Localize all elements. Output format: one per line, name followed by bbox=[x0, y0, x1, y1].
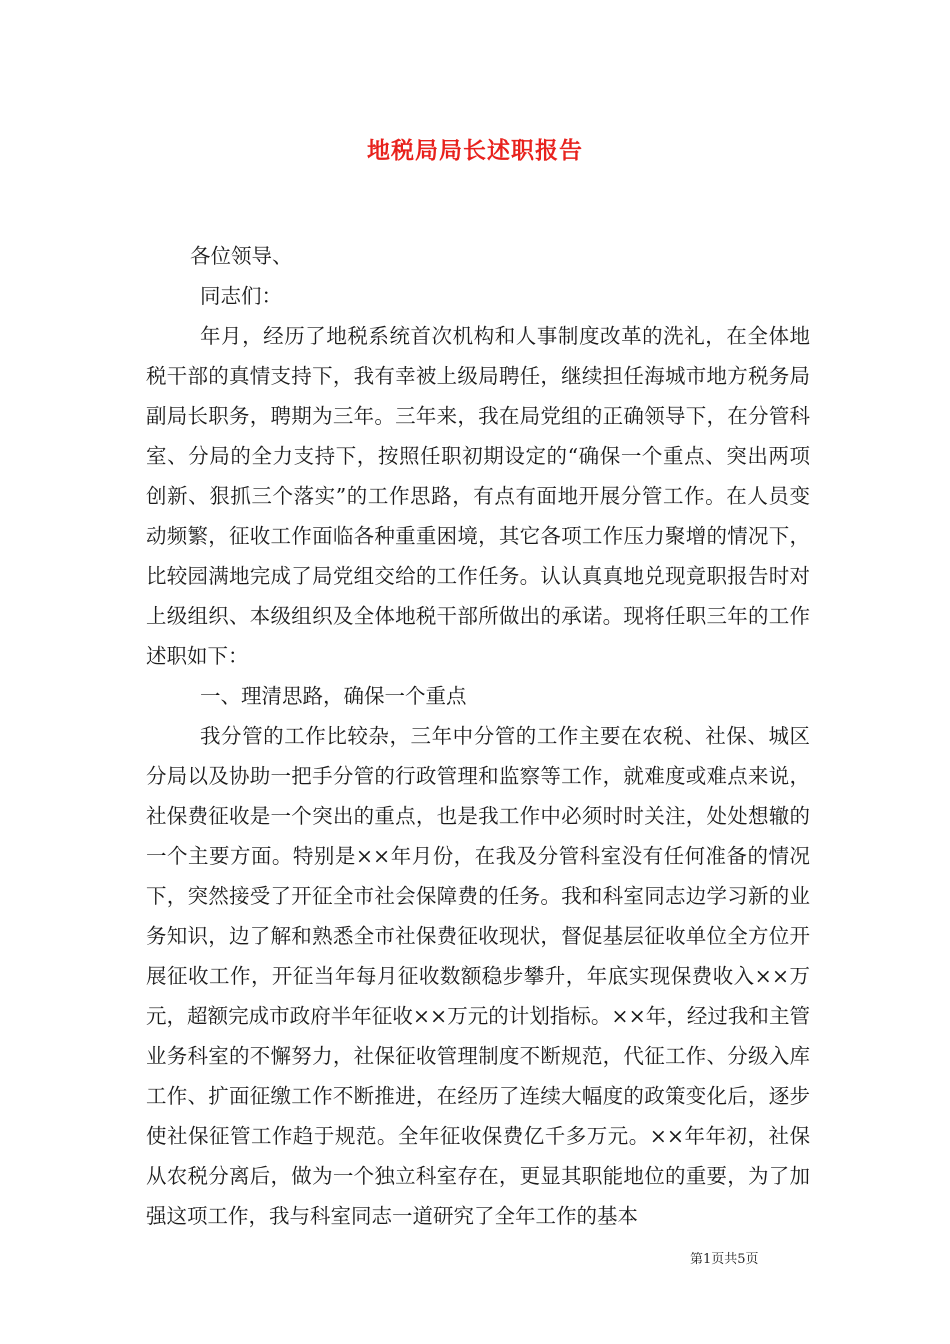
section-heading: 一、理清思路，确保一个重点 bbox=[200, 684, 467, 708]
document-title: 地税局局长述职报告 bbox=[367, 137, 583, 164]
paragraph-intro: 年月，经历了地税系统首次机构和人事制度改革的洗礼，在全体地税干部的真情支持下，我有幸被上级局聘任，继续担任海城市地方税务局副局长职务，聘期为三年。三年来，我在局党组的正确领导下，在分管科室、分局的全力支持下，按照任职初期设定的“确保一个重点、突出两项创新、狠抓三个落实”的工作思路，有点有面地开展分管工作。在人员变动频繁，征收工作面临各种重重困境，其它各项工作压力聚增的情况下，比较园满地完成了局党组交给的工作任务。认认真真地兑现竟职报告时对上级组织、本级组织及全体地税干部所做出的承诺。现将任职三年的工作述职如下： bbox=[146, 324, 810, 668]
salutation-leaders: 各位领导、 bbox=[190, 244, 293, 268]
document-body bbox=[146, 236, 810, 1236]
page-number-footer: 第1页共5页 bbox=[690, 1252, 759, 1267]
salutation-comrades: 同志们： bbox=[200, 284, 282, 308]
paragraph-section-1: 我分管的工作比较杂，三年中分管的工作主要在农税、社保、城区分局以及协助一把手分管的行政管理和监察等工作，就难度或难点来说，社保费征收是一个突出的重点，也是我工作中必须时时关注，处处想辙的一个主要方面。特别是××年月份，在我及分管科室没有任何准备的情况下，突然接受了开征全市社会保障费的任务。我和科室同志边学习新的业务知识，边了解和熟悉全市社保费征收现状，督促基层征收单位全方位开展征收工作，开征当年每月征收数额稳步攀升，年底实现保费收入××万元，超额完成市政府半年征收××万元的计划指标。××年，经过我和主管业务科室的不懈努力，社保征收管理制度不断规范，代征工作、分级入库工作、扩面征缴工作不断推进，在经历了连续大幅度的政策变化后，逐步使社保征管工作趋于规范。全年征收保费亿千多万元。××年年初，社保从农税分离后，做为一个独立科室存在，更显其职能地位的重要，为了加强这项工作，我与科室同志一道研究了全年工作的基本 bbox=[146, 724, 810, 1228]
